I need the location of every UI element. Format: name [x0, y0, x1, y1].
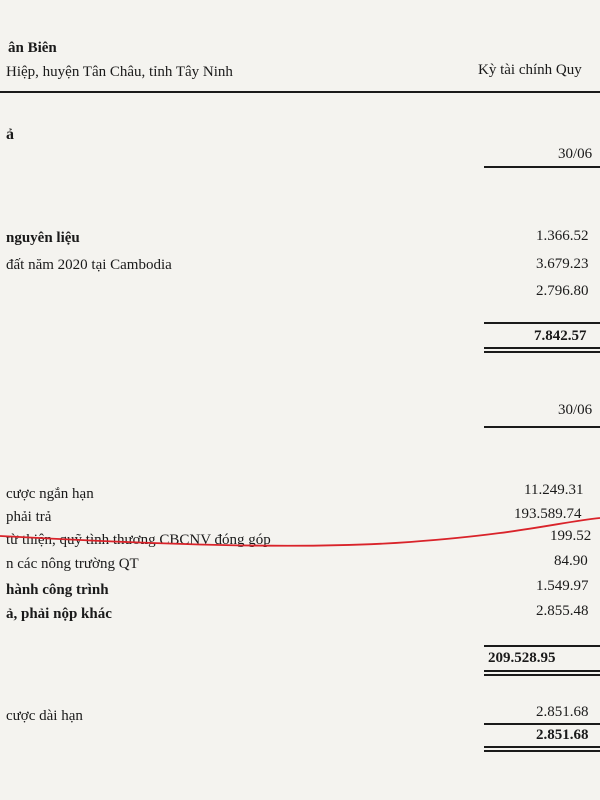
table1-total-rule-top	[484, 322, 600, 324]
table1-total-rule-bottom-2	[484, 351, 600, 353]
table2-total: 209.528.95	[488, 650, 556, 666]
table2-row-label-2: từ thiện, quỹ tình thương CBCNV đóng góp	[6, 532, 271, 548]
table2-row-value-2: 199.52	[550, 528, 592, 544]
table2-row-label-3: n các nông trường QT	[6, 556, 139, 572]
table3-total-rule-bottom-2	[484, 750, 600, 752]
table1-date-header: 30/06	[558, 146, 593, 162]
table2-row-value-0: 11.249.31	[524, 482, 584, 498]
table2-row-label-4: hành công trình	[6, 582, 109, 598]
table3-row-value-0: 2.851.68	[536, 704, 589, 720]
table2-row-label-0: cược ngắn hạn	[6, 486, 94, 502]
table3-total-rule-bottom-1	[484, 746, 600, 748]
table3-row-label-0: cược dài hạn	[6, 708, 83, 724]
header-rule	[0, 91, 600, 93]
table2-row-value-3: 84.90	[554, 553, 588, 569]
table1-header-rule	[484, 166, 600, 168]
table1-row-value-0: 1.366.52	[536, 228, 589, 244]
company-name: ân Biên	[8, 40, 57, 56]
fiscal-period: Kỳ tài chính Quy	[478, 62, 582, 78]
table2-date-header: 30/06	[558, 402, 593, 418]
table2-total-rule-bottom-1	[484, 670, 600, 672]
table2-row-value-1: 193.589.74	[514, 506, 582, 522]
table2-row-label-5: ả, phải nộp khác	[6, 606, 112, 622]
table2-row-value-4: 1.549.97	[536, 578, 589, 594]
table2-row-value-5: 2.855.48	[536, 603, 589, 619]
company-address: Hiệp, huyện Tân Châu, tỉnh Tây Ninh	[6, 64, 233, 80]
table2-total-rule-bottom-2	[484, 674, 600, 676]
table2-row-label-1: phải trả	[6, 509, 52, 525]
table3-total-rule-top	[484, 723, 600, 725]
section-heading: ả	[6, 126, 14, 143]
table2-header-rule	[484, 426, 600, 428]
table1-row-value-2: 2.796.80	[536, 283, 589, 299]
table1-total-rule-bottom-1	[484, 347, 600, 349]
table1-row-value-1: 3.679.23	[536, 256, 589, 272]
table2-total-rule-top	[484, 645, 600, 647]
table3-total: 2.851.68	[536, 727, 589, 743]
table1-row-label-0: nguyên liệu	[6, 230, 80, 246]
table1-total: 7.842.57	[534, 328, 587, 344]
table1-row-label-1: đất năm 2020 tại Cambodia	[6, 257, 172, 273]
